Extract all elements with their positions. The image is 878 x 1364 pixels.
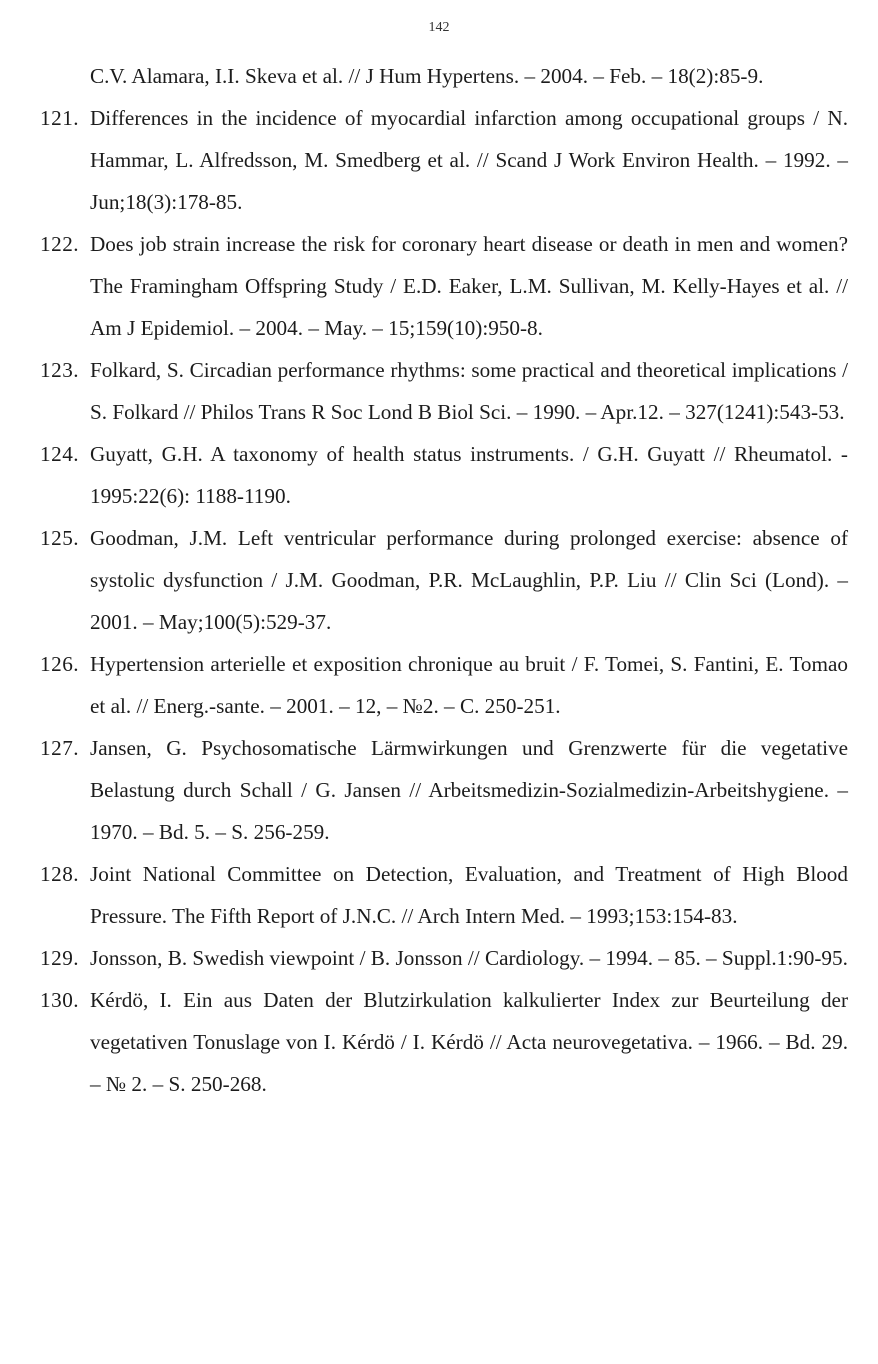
reference-item [40,517,848,643]
reference-text: Jansen, G. Psychosomatische Lärmwirkungen und Grenzwerte für die vegetative Belastung durch Schall / G. Jansen // Arbeitsmedizin-Sozialmedizin-Arbeitshygiene. – 1970. – Bd. 5. – S. 256-259. [90,736,848,844]
reference-number: 130. [40,988,80,1012]
reference-number: 129. [40,946,80,970]
reference-text: Hypertension arterielle et exposition chronique au bruit / F. Tomei, S. Fantini, E. Tomao et al. // Energ.-sante. – 2001. – 12, – №2. – C. 250-251. [90,652,848,718]
reference-item [40,853,848,937]
page-number: 142 [428,20,450,35]
reference-text: Folkard, S. Circadian performance rhythms: some practical and theoretical implications / S. Folkard // Philos Trans R Soc Lond B Biol Sci. – 1990. – Apr.12. – 327(1241):543-53. [90,358,848,424]
reference-item [40,727,848,853]
reference-number: 128. [40,862,80,886]
reference-item [40,223,848,349]
reference-continuation [40,55,848,97]
reference-number: 124. [40,442,80,466]
reference-number: 121. [40,106,80,130]
reference-item [40,937,848,979]
reference-text: Goodman, J.M. Left ventricular performance during prolonged exercise: absence of systolic dysfunction / J.M. Goodman, P.R. McLaughlin, P.P. Liu // Clin Sci (Lond). – 2001. – May;100(5):529-37. [90,526,848,634]
reference-item [40,643,848,727]
reference-number: 122. [40,232,80,256]
reference-text: C.V. Alamara, I.I. Skeva et al. // J Hum Hypertens. – 2004. – Feb. – 18(2):85-9. [90,64,764,88]
reference-text: Differences in the incidence of myocardial infarction among occupational groups / N. Hammar, L. Alfredsson, M. Smedberg et al. // Scand J Work Environ Health. – 1992. – Jun;18(3):178-85. [90,106,848,214]
reference-number: 123. [40,358,80,382]
reference-item [40,97,848,223]
reference-text: Kérdö, I. Ein aus Daten der Blutzirkulation kalkulierter Index zur Beurteilung der vegetativen Tonuslage von I. Kérdö / I. Kérdö // Acta neurovegetativa. – 1966. – Bd. 29. – № 2. – S. 250-268. [90,988,848,1096]
reference-list [40,55,848,1105]
reference-text: Jonsson, B. Swedish viewpoint / B. Jonsson // Cardiology. – 1994. – 85. – Suppl.1:90-95. [90,946,848,970]
reference-item [40,433,848,517]
reference-text: Does job strain increase the risk for coronary heart disease or death in men and women? The Framingham Offspring Study / E.D. Eaker, L.M. Sullivan, M. Kelly-Hayes et al. // Am J Epidemiol. – 2004. – May. – 15;159(10):950-8. [90,232,848,340]
reference-text: Joint National Committee on Detection, Evaluation, and Treatment of High Blood Pressure. The Fifth Report of J.N.C. // Arch Intern Med. – 1993;153:154-83. [90,862,848,928]
reference-number: 125. [40,526,80,550]
reference-text: Guyatt, G.H. A taxonomy of health status instruments. / G.H. Guyatt // Rheumatol. - 1995:22(6): 1188-1190. [90,442,848,508]
reference-number: 127. [40,736,80,760]
reference-item [40,979,848,1105]
reference-number: 126. [40,652,80,676]
reference-item [40,349,848,433]
